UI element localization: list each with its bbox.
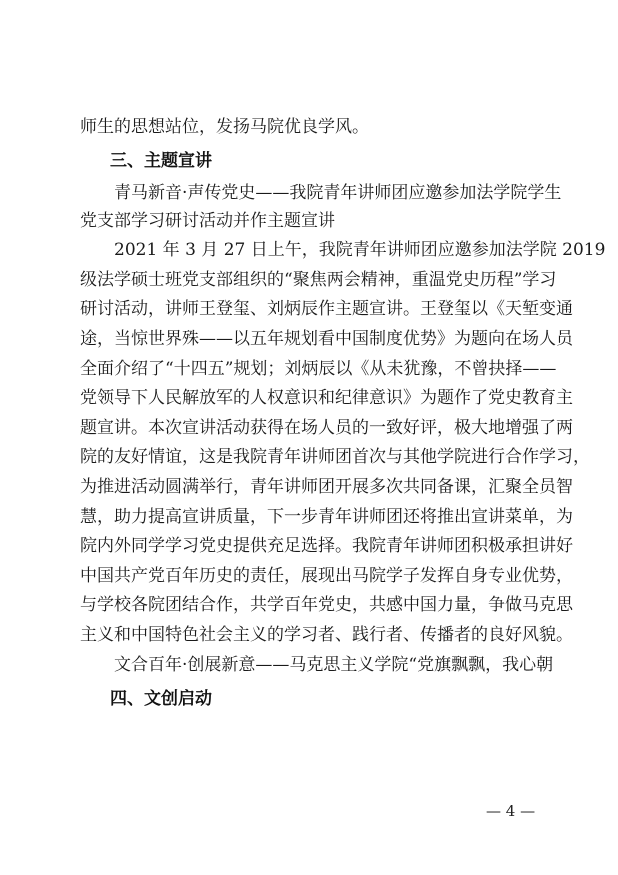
paragraph-line: 2021 年 3 月 27 日上午，我院青年讲师团应邀参加法学院 2019 (80, 240, 606, 260)
subsection-title-line: 党支部学习研讨活动并作主题宣讲 (80, 211, 335, 231)
paragraph-line: 党领导下人民解放军的人权意识和纪律意识》为题作了党史教育主 (80, 388, 573, 408)
paragraph-line: 文合百年·创展新意——马克思主义学院“党旗飘飘，我心朝 (80, 655, 554, 675)
paragraph-line: 为推进活动圆满举行，青年讲师团开展多次共同备课，汇聚全员智 (80, 477, 573, 497)
paragraph-line: 全面介绍了“十四五”规划；刘炳辰以《从未犹豫，不曾抉择—— (80, 359, 557, 379)
section-heading-4: 四、文创启动 (110, 689, 212, 709)
paragraph-line: 中国共产党百年历史的责任，展现出马院学子发挥自身专业优势， (80, 566, 573, 586)
paragraph-line: 与学校各院团结合作，共学百年党史，共感中国力量，争做马克思 (80, 595, 573, 615)
paragraph-line: 院的友好情谊，这是我院青年讲师团首次与其他学院进行合作学习， (80, 447, 590, 467)
paragraph-line: 慧，助力提高宣讲质量，下一步青年讲师团还将推出宣讲菜单，为 (80, 507, 573, 527)
paragraph-line: 研讨活动，讲师王登玺、刘炳辰作主题宣讲。王登玺以《天堑变通 (80, 299, 573, 319)
page-number: — 4 — (486, 802, 536, 820)
paragraph-line: 院内外同学学习党史提供充足选择。我院青年讲师团积极承担讲好 (80, 536, 573, 556)
section-heading-3: 三、主题宣讲 (110, 151, 212, 171)
paragraph-line: 题宣讲。本次宣讲活动获得在场人员的一致好评，极大地增强了两 (80, 418, 573, 438)
paragraph-line: 级法学硕士班党支部组织的“聚焦两会精神，重温党史历程”学习 (80, 270, 557, 290)
subsection-title-line: 青马新音·声传党史——我院青年讲师团应邀参加法学院学生 (80, 183, 562, 203)
paragraph-line: 主义和中国特色社会主义的学习者、践行者、传播者的良好风貌。 (80, 625, 573, 645)
paragraph-line: 师生的思想站位，发扬马院优良学风。 (80, 117, 369, 137)
paragraph-line: 途，当惊世界殊——以五年规划看中国制度优势》为题向在场人员 (80, 329, 573, 349)
